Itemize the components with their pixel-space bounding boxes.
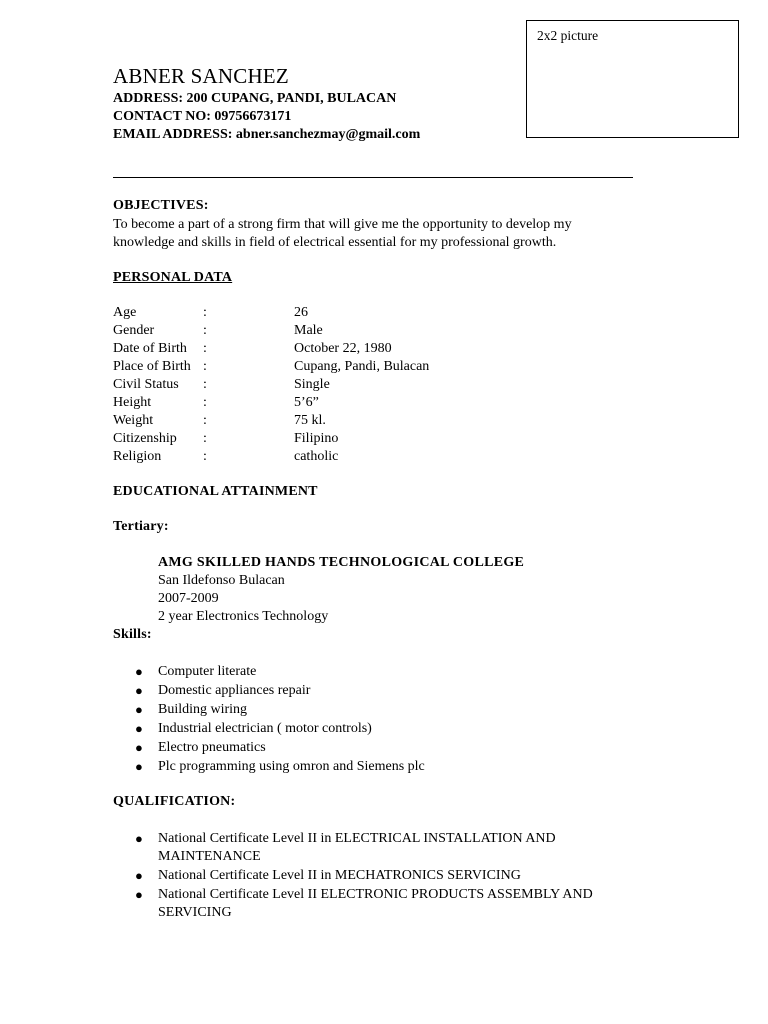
list-item <box>113 662 425 681</box>
school-location: San Ildefonso Bulacan <box>158 573 285 588</box>
list-item-text: Building wiring <box>158 702 248 717</box>
bullet-icon: ● <box>135 887 143 902</box>
bullet-icon: ● <box>135 702 143 717</box>
skills-list <box>113 662 425 776</box>
tertiary-label: Tertiary: <box>113 519 169 534</box>
personal-data-row <box>113 323 513 341</box>
personal-data-colon: : <box>203 413 207 428</box>
personal-data-label: Religion <box>113 449 162 464</box>
school-name: AMG SKILLED HANDS TECHNOLOGICAL COLLEGE <box>158 555 525 570</box>
personal-data-value: catholic <box>294 449 339 464</box>
applicant-name: ABNER SANCHEZ <box>113 64 289 88</box>
list-item <box>113 886 638 922</box>
personal-data-row <box>113 413 513 431</box>
bullet-icon: ● <box>135 759 143 774</box>
bullet-icon: ● <box>135 740 143 755</box>
personal-data-heading: PERSONAL DATA <box>113 270 233 285</box>
personal-data-label: Citizenship <box>113 431 177 446</box>
personal-data-colon: : <box>203 323 207 338</box>
header-divider <box>113 177 633 178</box>
personal-data-row <box>113 395 513 413</box>
personal-data-colon: : <box>203 449 207 464</box>
personal-data-row <box>113 305 513 323</box>
address-line: ADDRESS: 200 CUPANG, PANDI, BULACAN <box>113 91 397 106</box>
personal-data-value: 75 kl. <box>294 413 326 428</box>
personal-data-colon: : <box>203 395 207 410</box>
education-heading: EDUCATIONAL ATTAINMENT <box>113 484 318 499</box>
personal-data-value: Male <box>294 323 323 338</box>
objectives-line-1: To become a part of a strong firm that will give me the opportunity to develop my <box>113 217 572 232</box>
list-item <box>113 867 638 885</box>
personal-data-value: October 22, 1980 <box>294 341 392 356</box>
personal-data-colon: : <box>203 377 207 392</box>
bullet-icon: ● <box>135 664 143 679</box>
objectives-line-2: knowledge and skills in field of electrical essential for my professional growth. <box>113 235 557 250</box>
list-item <box>113 738 425 757</box>
list-item-text: Computer literate <box>158 664 257 679</box>
personal-data-label: Weight <box>113 413 154 428</box>
personal-data-colon: : <box>203 341 207 356</box>
personal-data-value: Cupang, Pandi, Bulacan <box>294 359 430 374</box>
personal-data-colon: : <box>203 431 207 446</box>
school-course: 2 year Electronics Technology <box>158 609 329 624</box>
bullet-icon: ● <box>135 868 143 883</box>
objectives-heading: OBJECTIVES: <box>113 198 209 213</box>
email-line: EMAIL ADDRESS: abner.sanchezmay@gmail.com <box>113 127 421 142</box>
personal-data-label: Place of Birth <box>113 359 191 374</box>
list-item <box>113 719 425 738</box>
photo-placeholder <box>526 20 739 138</box>
list-item <box>113 681 425 700</box>
personal-data-colon: : <box>203 359 207 374</box>
personal-data-row <box>113 431 513 449</box>
personal-data-label: Height <box>113 395 152 410</box>
list-item-text: Electro pneumatics <box>158 740 266 755</box>
list-item-text: National Certificate Level II ELECTRONIC PRODUCTS ASSEMBLY AND SERVICING <box>158 887 593 920</box>
qualification-list <box>113 830 638 923</box>
personal-data-label: Civil Status <box>113 377 179 392</box>
objectives-text <box>113 216 633 252</box>
personal-data-label: Age <box>113 305 137 320</box>
list-item-text: National Certificate Level II in MECHATRONICS SERVICING <box>158 868 521 883</box>
personal-data-value: 5’6” <box>294 395 319 410</box>
photo-placeholder-label: 2x2 picture <box>537 28 599 43</box>
list-item-text: Domestic appliances repair <box>158 683 311 698</box>
personal-data-colon: : <box>203 305 207 320</box>
personal-data-row <box>113 341 513 359</box>
personal-data-value: Filipino <box>294 431 339 446</box>
personal-data-row <box>113 377 513 395</box>
personal-data-label: Gender <box>113 323 155 338</box>
bullet-icon: ● <box>135 831 143 846</box>
personal-data-row <box>113 449 513 467</box>
personal-data-value: 26 <box>294 305 308 320</box>
contact-number-line: CONTACT NO: 09756673171 <box>113 109 292 124</box>
personal-data-row <box>113 359 513 377</box>
list-item-text: Plc programming using omron and Siemens plc <box>158 759 425 774</box>
list-item <box>113 700 425 719</box>
qualification-heading: QUALIFICATION: <box>113 794 236 809</box>
list-item <box>113 830 638 866</box>
list-item <box>113 757 425 776</box>
personal-data-label: Date of Birth <box>113 341 187 356</box>
bullet-icon: ● <box>135 721 143 736</box>
list-item-text: National Certificate Level II in ELECTRICAL INSTALLATION AND MAINTENANCE <box>158 831 556 864</box>
list-item-text: Industrial electrician ( motor controls) <box>158 721 372 736</box>
bullet-icon: ● <box>135 683 143 698</box>
skills-heading: Skills: <box>113 627 152 642</box>
school-years: 2007-2009 <box>158 591 219 606</box>
personal-data-value: Single <box>294 377 330 392</box>
